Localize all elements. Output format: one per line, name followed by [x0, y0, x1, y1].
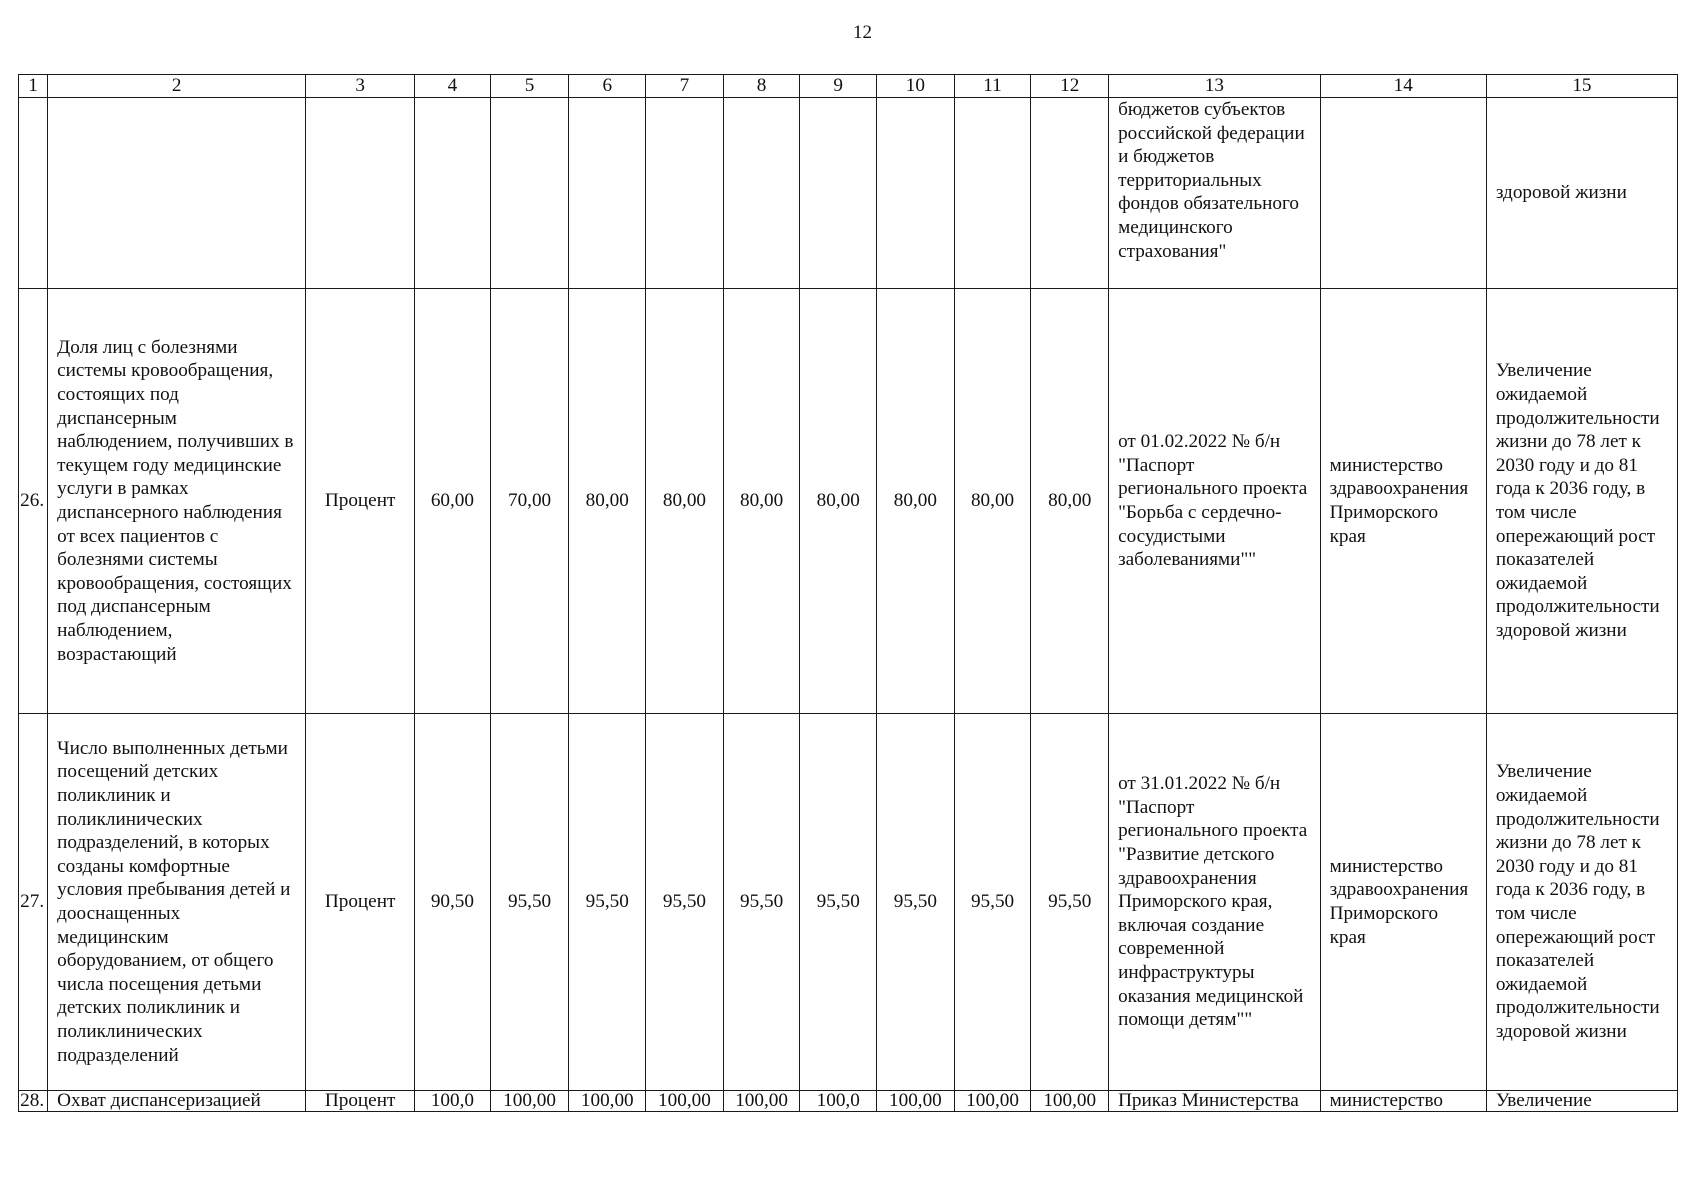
value-cell: 95,50: [490, 714, 569, 1091]
goal-cell: Увеличение ожидаемой продолжительности жизни до 78 лет к 2030 году и до 81 года к 2036 году, в том числе опережающий рост показателей ожидаемой продолжительности здоровой жизни: [1486, 289, 1677, 714]
value-cell: [415, 98, 491, 289]
value-cell: [877, 98, 955, 289]
responsible-cell: [1320, 98, 1486, 289]
value-cell: 95,50: [646, 714, 724, 1091]
value-cell: [723, 98, 800, 289]
value-cell: 100,00: [569, 1091, 646, 1112]
value-cell: 100,00: [954, 1091, 1031, 1112]
document-cell: бюджетов субъектов российской федерации и бюджетов территориальных фондов обязательного медицинского страхования": [1109, 98, 1321, 289]
value-cell: 100,00: [877, 1091, 955, 1112]
value-cell: 100,00: [723, 1091, 800, 1112]
row-number: 27.: [19, 714, 48, 1091]
column-header: 6: [569, 75, 646, 98]
column-header: 15: [1486, 75, 1677, 98]
responsible-cell: министерство здравоохранения Приморского края: [1320, 289, 1486, 714]
value-cell: 80,00: [723, 289, 800, 714]
column-header: 7: [646, 75, 724, 98]
value-cell: 95,50: [954, 714, 1031, 1091]
column-header: 12: [1031, 75, 1109, 98]
column-header: 3: [306, 75, 415, 98]
unit-cell: Процент: [306, 714, 415, 1091]
column-header: 8: [723, 75, 800, 98]
column-header: 13: [1109, 75, 1321, 98]
value-cell: [954, 98, 1031, 289]
column-header: 2: [48, 75, 306, 98]
goal-cell: здоровой жизни: [1486, 98, 1677, 289]
value-cell: 95,50: [800, 714, 877, 1091]
value-cell: 95,50: [1031, 714, 1109, 1091]
document-cell: от 01.02.2022 № б/н "Паспорт регионального проекта "Борьба с сердечно-сосудистыми заболеваниями"": [1109, 289, 1321, 714]
responsible-cell: министерство: [1320, 1091, 1486, 1112]
unit-cell: [306, 98, 415, 289]
value-cell: 95,50: [569, 714, 646, 1091]
page-number: 12: [853, 22, 872, 43]
value-cell: 60,00: [415, 289, 491, 714]
value-cell: [569, 98, 646, 289]
column-header: 1: [19, 75, 48, 98]
row-number: 28.: [19, 1091, 48, 1112]
value-cell: 100,0: [800, 1091, 877, 1112]
table-row: [19, 714, 1678, 1091]
indicator-name: Число выполненных детьми посещений детских поликлиник и поликлинических подразделений, в которых созданы комфортные условия пребывания детей и дооснащенных медицинским оборудованием, от общего числа посещения детьми детских поликлиник и поликлинических подразделений: [48, 714, 306, 1091]
value-cell: 100,0: [415, 1091, 491, 1112]
table-header-row: [19, 75, 1678, 98]
value-cell: 100,00: [1031, 1091, 1109, 1112]
column-header: 9: [800, 75, 877, 98]
goal-cell: Увеличение: [1486, 1091, 1677, 1112]
column-header: 5: [490, 75, 569, 98]
column-header: 14: [1320, 75, 1486, 98]
value-cell: 80,00: [954, 289, 1031, 714]
column-header: 10: [877, 75, 955, 98]
indicators-table: [18, 74, 1678, 1112]
row-number: 26.: [19, 289, 48, 714]
indicator-name: [48, 98, 306, 289]
table-row: [19, 98, 1678, 289]
table-row: [19, 289, 1678, 714]
indicator-name: Доля лиц с болезнями системы кровообращения, состоящих под диспансерным наблюдением, получивших в текущем году медицинские услуги в рамках диспансерного наблюдения от всех пациентов с болезнями системы кровообращения, состоящих под диспансерным наблюдением, возрастающий: [48, 289, 306, 714]
document-cell: Приказ Министерства: [1109, 1091, 1321, 1112]
value-cell: 100,00: [490, 1091, 569, 1112]
value-cell: 95,50: [877, 714, 955, 1091]
unit-cell: Процент: [306, 1091, 415, 1112]
row-number: [19, 98, 48, 289]
responsible-cell: министерство здравоохранения Приморского края: [1320, 714, 1486, 1091]
table-row: [19, 1091, 1678, 1112]
value-cell: 80,00: [800, 289, 877, 714]
value-cell: [646, 98, 724, 289]
indicator-name: Охват диспансеризацией: [48, 1091, 306, 1112]
goal-cell: Увеличение ожидаемой продолжительности жизни до 78 лет к 2030 году и до 81 года к 2036 году, в том числе опережающий рост показателей ожидаемой продолжительности здоровой жизни: [1486, 714, 1677, 1091]
value-cell: [1031, 98, 1109, 289]
value-cell: 80,00: [877, 289, 955, 714]
value-cell: 80,00: [569, 289, 646, 714]
value-cell: 80,00: [646, 289, 724, 714]
value-cell: 100,00: [646, 1091, 724, 1112]
value-cell: [800, 98, 877, 289]
value-cell: 95,50: [723, 714, 800, 1091]
column-header: 11: [954, 75, 1031, 98]
value-cell: [490, 98, 569, 289]
document-cell: от 31.01.2022 № б/н "Паспорт регионального проекта "Развитие детского здравоохранения Приморского края, включая создание современной инфраструктуры оказания медицинской помощи детям"": [1109, 714, 1321, 1091]
value-cell: 90,50: [415, 714, 491, 1091]
unit-cell: Процент: [306, 289, 415, 714]
value-cell: 70,00: [490, 289, 569, 714]
column-header: 4: [415, 75, 491, 98]
value-cell: 80,00: [1031, 289, 1109, 714]
